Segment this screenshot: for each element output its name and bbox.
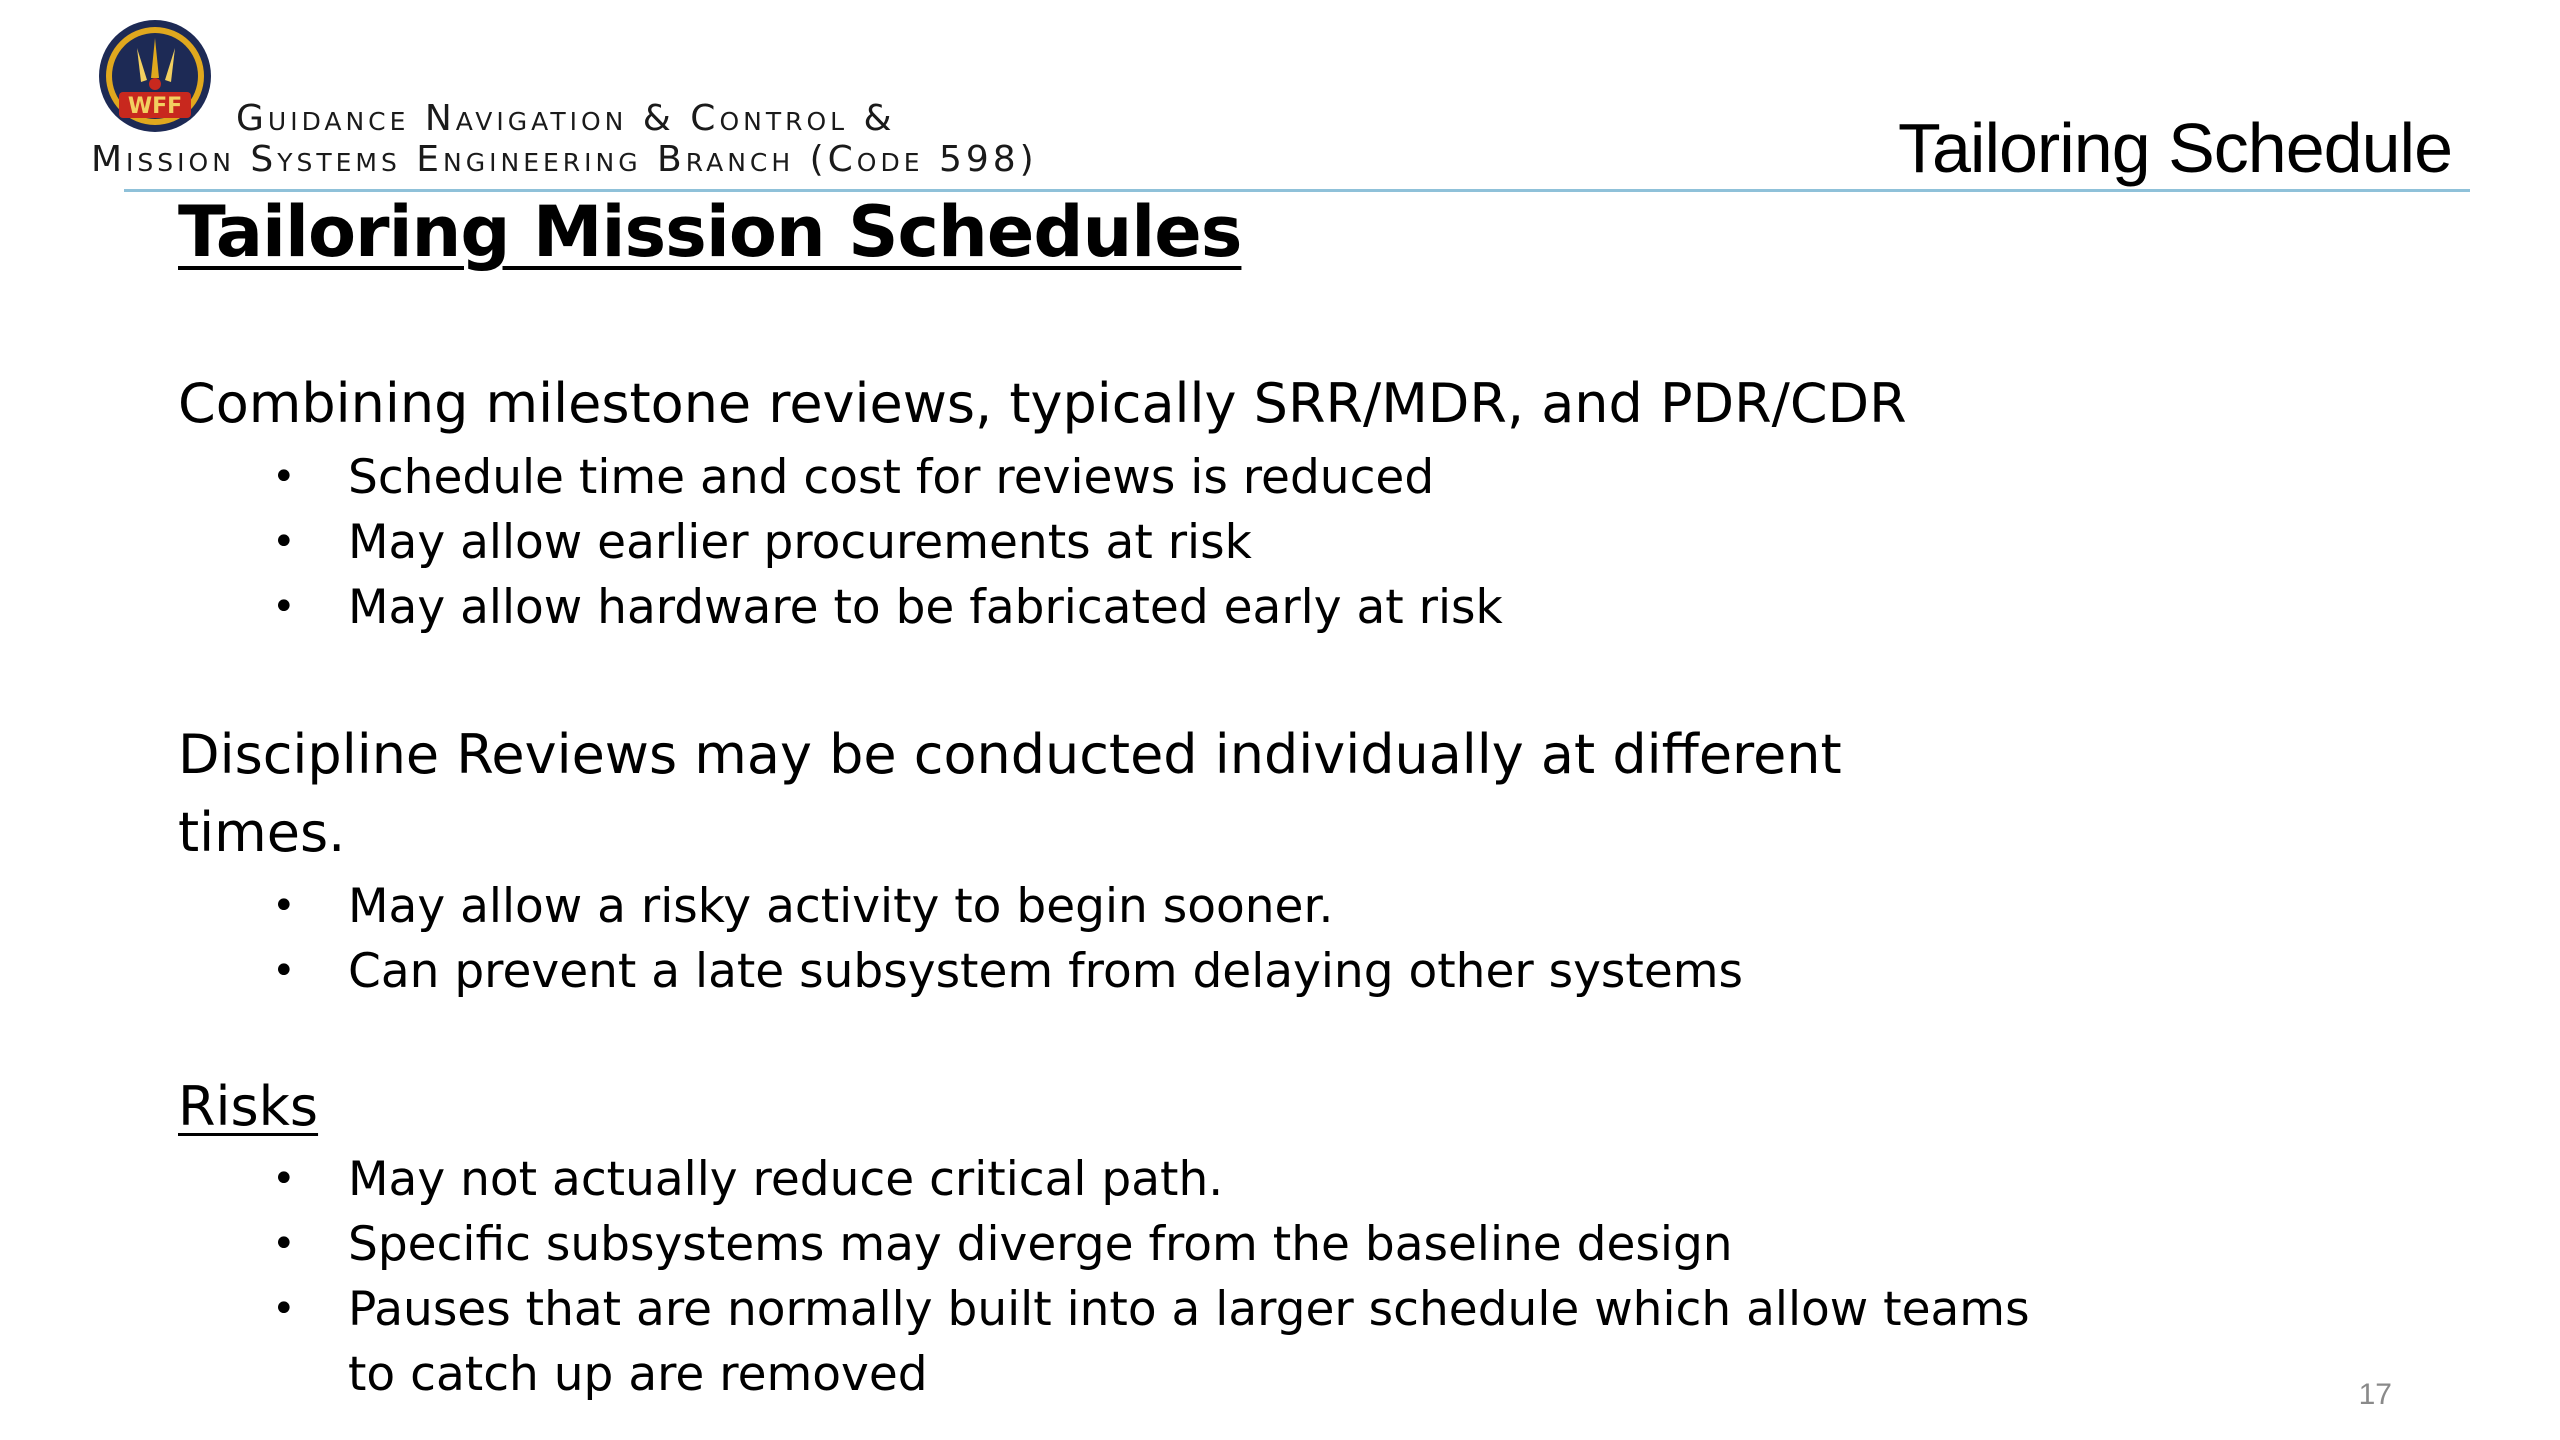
bullet-icon: • (272, 519, 296, 565)
branch-name-line-1: Guidance Navigation & Control & (236, 98, 896, 139)
list-item-text: May allow earlier procurements at risk (348, 515, 1252, 570)
section-2-lead-line-1: Discipline Reviews may be conducted individually at different (178, 723, 1842, 786)
section-1-bullets (270, 445, 1503, 640)
list-item-text: May not actually reduce critical path. (348, 1152, 1224, 1207)
section-2-lead-line-2: times. (178, 801, 346, 864)
bullet-icon: • (272, 1156, 296, 1202)
list-item-text: May allow a risky activity to begin sooner. (348, 879, 1334, 934)
list-item-text: May allow hardware to be fabricated early at risk (348, 580, 1503, 635)
list-item-text-line-2: to catch up are removed (348, 1347, 928, 1402)
bullet-icon: • (272, 1286, 296, 1332)
list-item (270, 1277, 2030, 1407)
list-item (270, 510, 1503, 575)
section-2-bullets (270, 874, 1743, 1004)
list-item (270, 1147, 2030, 1212)
page-number: 17 (2358, 1378, 2392, 1411)
risks-heading: Risks (178, 1075, 319, 1138)
list-item (270, 1212, 2030, 1277)
list-item-text-line-1: Pauses that are normally built into a larger schedule which allow teams (348, 1282, 2030, 1337)
bullet-icon: • (272, 584, 296, 630)
list-item-text: Specific subsystems may diverge from the baseline design (348, 1217, 1733, 1272)
slide-topic: Tailoring Schedule (1897, 109, 2452, 187)
logo-lettering: WFF (127, 94, 183, 119)
risks-bullets (270, 1147, 2030, 1407)
bullet-icon: • (272, 454, 296, 500)
slide-title: Tailoring Mission Schedules (178, 191, 1242, 273)
list-item (270, 939, 1743, 1004)
branch-name-line-2: Mission Systems Engineering Branch (Code 598) (91, 139, 1038, 180)
section-1-lead: Combining milestone reviews, typically SRR/MDR, and PDR/CDR (178, 372, 1907, 435)
list-item-text: Can prevent a late subsystem from delaying other systems (348, 944, 1744, 999)
bullet-icon: • (272, 948, 296, 994)
section-2-lead (178, 716, 1842, 872)
list-item (270, 874, 1743, 939)
list-item (270, 445, 1503, 510)
wff-logo (97, 18, 213, 134)
bullet-icon: • (272, 1221, 296, 1267)
list-item (270, 575, 1503, 640)
list-item-text: Schedule time and cost for reviews is reduced (348, 450, 1435, 505)
bullet-icon: • (272, 883, 296, 929)
